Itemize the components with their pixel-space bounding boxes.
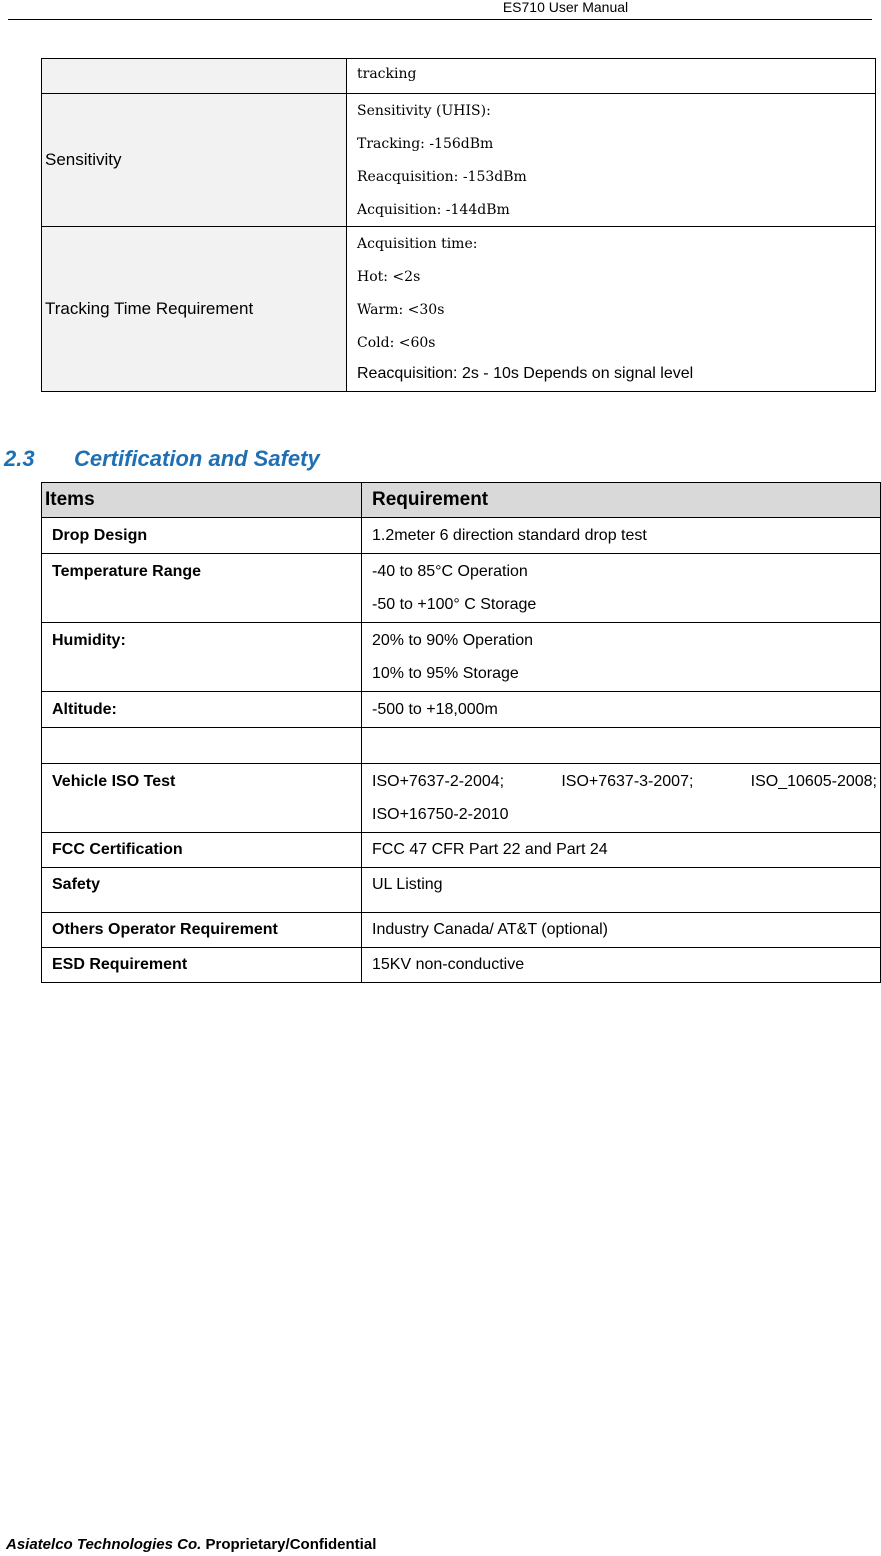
table-row [42,868,881,913]
item-cell: Temperature Range [42,554,362,623]
column-header-requirement: Requirement [362,483,881,518]
requirement-cell: -40 to 85°C Operation -50 to +100° C Storage [362,554,881,623]
spec-key [42,59,347,94]
footer-company: Asiatelco Technologies Co. [6,1536,202,1553]
item-cell: Safety [42,868,362,913]
spec-line: Warm: <30s [357,302,445,318]
column-header-items: Items [42,483,362,518]
section-title: Certification and Safety [74,446,320,471]
footer-confidentiality: Proprietary/Confidential [201,1536,377,1553]
spec-line: Reacquisition: -153dBm [357,169,527,185]
table-row [42,948,881,983]
requirement-cell: UL Listing [362,868,881,913]
requirement-cell: 1.2meter 6 direction standard drop test [362,518,881,554]
item-cell: Vehicle ISO Test [42,764,362,833]
document-footer [6,1536,376,1553]
table-row [42,554,881,623]
document-header-title: ES710 User Manual [502,0,629,15]
table-row [42,59,876,94]
spec-value [347,94,876,227]
table-header-row [42,483,881,518]
item-cell: Others Operator Requirement [42,913,362,948]
gps-spec-table [41,58,876,392]
table-row [42,728,881,764]
spec-line: Acquisition time: [357,236,478,252]
section-heading [4,446,604,472]
item-cell [42,728,362,764]
spec-line: tracking [357,66,417,82]
section-number: 2.3 [4,446,35,471]
spec-line: Acquisition: -144dBm [357,202,510,218]
item-cell: Drop Design [42,518,362,554]
table-row [42,692,881,728]
spec-line: Tracking: -156dBm [357,136,494,152]
spec-value [347,227,876,392]
spec-line: Cold: <60s [357,335,436,351]
requirement-cell: ISO+7637-2-2004; ISO+7637-3-2007; ISO_10605-2008; ISO+16750-2-2010 [362,764,881,833]
spec-value [347,59,876,94]
table-row [42,764,881,833]
item-cell: FCC Certification [42,833,362,868]
spec-line: Sensitivity (UHIS): [357,103,491,119]
table-row [42,227,876,392]
spec-line: Reacquisition: 2s - 10s Depends on signal level [357,365,694,382]
table-row [42,518,881,554]
requirement-cell: Industry Canada/ AT&T (optional) [362,913,881,948]
table-row [42,833,881,868]
item-cell: Humidity: [42,623,362,692]
requirement-cell: 15KV non-conductive [362,948,881,983]
iso-standard: ISO+7637-2-2004; [372,773,505,790]
requirement-cell: FCC 47 CFR Part 22 and Part 24 [362,833,881,868]
item-cell: Altitude: [42,692,362,728]
requirement-cell: -500 to +18,000m [362,692,881,728]
spec-key: Tracking Time Requirement [42,227,347,392]
iso-standard: ISO+7637-3-2007; [561,773,694,790]
item-cell: ESD Requirement [42,948,362,983]
table-row [42,623,881,692]
header-divider [8,19,872,20]
requirement-cell [362,728,881,764]
spec-line: Hot: <2s [357,269,421,285]
table-row [42,913,881,948]
requirement-cell: 20% to 90% Operation 10% to 95% Storage [362,623,881,692]
spec-key: Sensitivity [42,94,347,227]
iso-standard: ISO_10605-2008; [750,773,877,790]
certification-table [41,482,881,983]
table-row [42,94,876,227]
